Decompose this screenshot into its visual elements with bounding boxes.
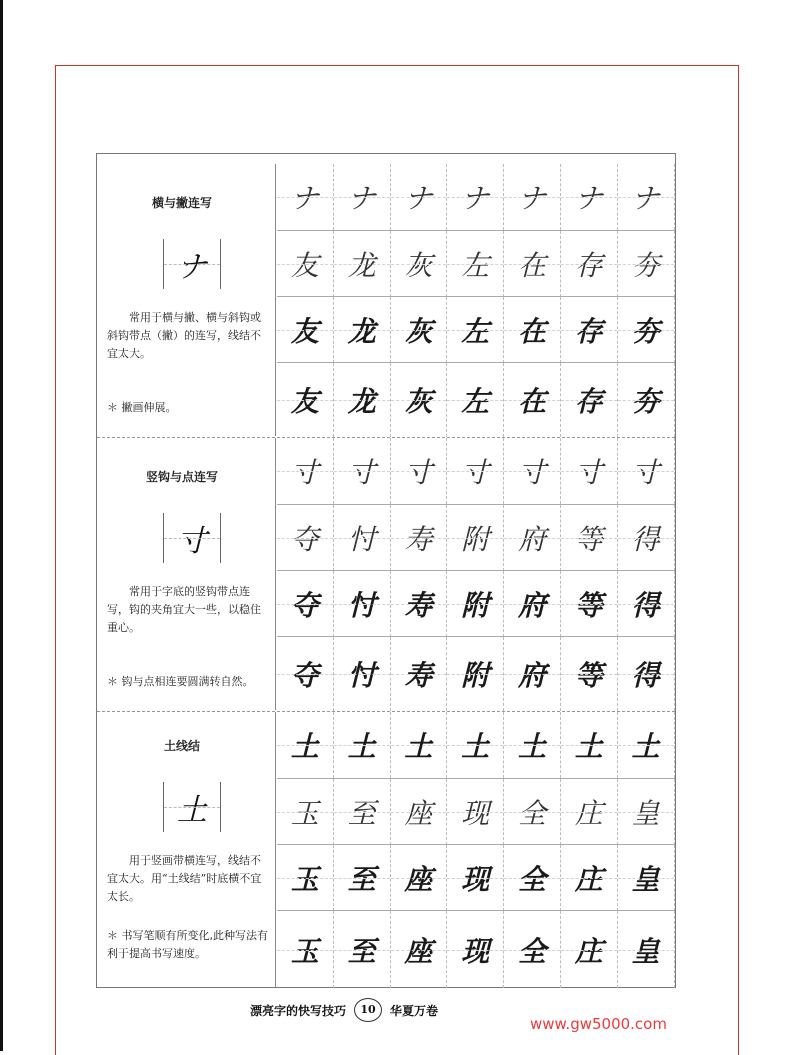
grid-cell: 龙 — [334, 231, 391, 297]
grid-cell: 至 — [334, 779, 391, 845]
publisher-name: 华夏万卷 — [390, 1003, 439, 1018]
grid-cell: 土 — [391, 712, 448, 778]
char-row — [277, 910, 675, 988]
grid-cell: 玉 — [277, 779, 334, 845]
char-row — [277, 844, 675, 911]
grid-cell: 玉 — [277, 845, 334, 911]
grid-cell: 左 — [447, 231, 504, 297]
grid-cell: 在 — [504, 297, 561, 363]
grid-cell: 皇 — [618, 845, 675, 911]
grid-cell: 等 — [561, 505, 618, 571]
section-title: 土线结 — [163, 739, 200, 753]
grid-cell: 庄 — [561, 911, 618, 988]
stroke-row — [277, 712, 675, 778]
char-row — [277, 296, 675, 363]
grid-cell: ナ — [618, 164, 675, 230]
grid-cell: 府 — [504, 505, 561, 571]
section-note: ＊ 撇画伸展。 — [107, 401, 177, 414]
grid-cell: 夯 — [618, 363, 675, 437]
grid-cell: 现 — [447, 779, 504, 845]
grid-cell: 存 — [561, 231, 618, 297]
grid-cell: 府 — [504, 571, 561, 637]
char-row — [277, 504, 675, 571]
grid-cell: 在 — [504, 231, 561, 297]
grid-cell: 土 — [277, 712, 334, 778]
grid-cell: 附 — [447, 505, 504, 571]
char-row — [277, 636, 675, 711]
grid-cell: 忖 — [334, 571, 391, 637]
sample-stroke: 土 — [163, 782, 221, 832]
grid-cell: 友 — [277, 363, 334, 437]
grid-cell: 寸 — [618, 438, 675, 504]
section-note: ＊ 钩与点相连要圆满转自然。 — [107, 675, 254, 688]
grid-cell: 土 — [504, 712, 561, 778]
grid-cell: 寸 — [447, 438, 504, 504]
grid-cell: ナ — [447, 164, 504, 230]
grid-cell: 灰 — [391, 231, 448, 297]
grid-cell: 夯 — [618, 231, 675, 297]
scan-edge — [0, 0, 3, 1051]
grid-cell: 现 — [447, 845, 504, 911]
grid-cell: 皇 — [618, 779, 675, 845]
section-note: ＊ 书写笔顺有所变化,此种写法有利于提高书写速度。 — [107, 929, 268, 960]
grid-cell: 土 — [618, 712, 675, 778]
section-description: 常用于字底的竖钩带点连写，钩的夹角宜大一些，以稳住重心。 — [107, 585, 261, 634]
grid-cell: 寸 — [391, 438, 448, 504]
practice-grid — [277, 164, 675, 436]
grid-cell: 全 — [504, 845, 561, 911]
practice-sheet — [96, 153, 676, 988]
section-horizontal-left-falling — [97, 164, 675, 436]
page-footer — [250, 998, 490, 1022]
grid-cell: 左 — [447, 363, 504, 437]
char-row — [277, 778, 675, 845]
grid-cell: 得 — [618, 505, 675, 571]
char-row — [277, 570, 675, 637]
grid-cell: 至 — [334, 911, 391, 988]
grid-cell: 存 — [561, 363, 618, 437]
grid-cell: 忖 — [334, 637, 391, 711]
grid-cell: ナ — [334, 164, 391, 230]
grid-cell: 座 — [391, 779, 448, 845]
grid-cell: 至 — [334, 845, 391, 911]
practice-grid — [277, 712, 675, 987]
grid-cell: ナ — [277, 164, 334, 230]
grid-cell: 寸 — [277, 438, 334, 504]
stroke-row — [277, 164, 675, 230]
grid-cell: 座 — [391, 845, 448, 911]
grid-cell: 寿 — [391, 571, 448, 637]
section-description: 用于竖画带横连写，线结不宜太大。用“土线结”时底横不宜太长。 — [107, 854, 262, 903]
grid-cell: 灰 — [391, 363, 448, 437]
page-number: 10 — [354, 998, 382, 1022]
grid-cell: 龙 — [334, 363, 391, 437]
grid-cell: 在 — [504, 363, 561, 437]
practice-grid — [277, 438, 675, 710]
grid-cell: 现 — [447, 911, 504, 988]
grid-cell: 友 — [277, 297, 334, 363]
grid-cell: 附 — [447, 571, 504, 637]
grid-cell: 等 — [561, 571, 618, 637]
grid-cell: 友 — [277, 231, 334, 297]
section-title: 竖钩与点连写 — [145, 470, 218, 484]
stroke-row — [277, 438, 675, 504]
site-watermark: www.gw5000.com — [530, 1015, 667, 1033]
grid-cell: 夯 — [618, 297, 675, 363]
section-vertical-hook-dot — [97, 438, 675, 710]
grid-cell: 座 — [391, 911, 448, 988]
grid-cell: ナ — [561, 164, 618, 230]
grid-cell: ナ — [504, 164, 561, 230]
grid-cell: 寸 — [334, 438, 391, 504]
grid-cell: 皇 — [618, 911, 675, 988]
grid-cell: 寸 — [561, 438, 618, 504]
section-title: 横与撇连写 — [151, 196, 212, 210]
grid-cell: 府 — [504, 637, 561, 711]
grid-cell: 得 — [618, 637, 675, 711]
grid-cell: ナ — [391, 164, 448, 230]
grid-cell: 土 — [561, 712, 618, 778]
grid-cell: 龙 — [334, 297, 391, 363]
sample-stroke: 寸 — [163, 513, 221, 563]
grid-cell: 庄 — [561, 845, 618, 911]
grid-cell: 存 — [561, 297, 618, 363]
grid-cell: 寿 — [391, 637, 448, 711]
grid-cell: 全 — [504, 779, 561, 845]
section-earth-knot — [97, 712, 675, 987]
grid-cell: 得 — [618, 571, 675, 637]
grid-cell: 灰 — [391, 297, 448, 363]
grid-cell: 等 — [561, 637, 618, 711]
grid-cell: 夺 — [277, 571, 334, 637]
grid-cell: 左 — [447, 297, 504, 363]
section-description: 常用于横与撇、横与斜钩或斜钩带点（撇）的连写，线结不宜太大。 — [107, 311, 261, 360]
grid-cell: 庄 — [561, 779, 618, 845]
grid-cell: 全 — [504, 911, 561, 988]
char-row — [277, 230, 675, 297]
book-title: 漂亮字的快写技巧 — [250, 1003, 347, 1018]
grid-cell: 夺 — [277, 505, 334, 571]
grid-cell: 土 — [334, 712, 391, 778]
grid-cell: 附 — [447, 637, 504, 711]
grid-cell: 寸 — [504, 438, 561, 504]
grid-cell: 玉 — [277, 911, 334, 988]
grid-cell: 寿 — [391, 505, 448, 571]
grid-cell: 夺 — [277, 637, 334, 711]
grid-cell: 土 — [447, 712, 504, 778]
grid-cell: 忖 — [334, 505, 391, 571]
char-row — [277, 362, 675, 437]
sample-stroke: ナ — [163, 239, 221, 289]
